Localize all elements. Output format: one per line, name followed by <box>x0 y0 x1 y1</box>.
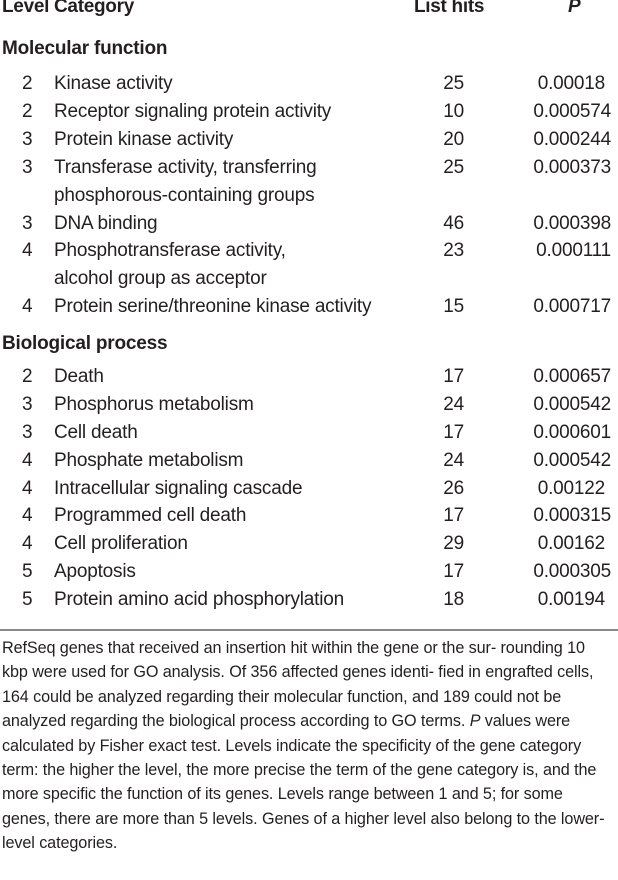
column-header-list-hits: List hits <box>414 0 485 17</box>
category-cell: Death <box>54 366 104 387</box>
list-hits-cell: 17 <box>443 505 464 526</box>
level-cell: 4 <box>22 533 33 554</box>
p-value-cell: 0.000574 <box>533 101 611 122</box>
list-hits-cell: 25 <box>443 73 464 94</box>
level-cell: 5 <box>22 561 33 582</box>
level-cell: 2 <box>22 73 33 94</box>
category-cell: Phosphorus metabolism <box>54 394 254 415</box>
p-value-cell: 0.00122 <box>537 478 605 499</box>
category-cell: Protein kinase activity <box>54 129 234 150</box>
category-cell: Intracellular signaling cascade <box>54 478 303 499</box>
level-cell: 3 <box>22 422 33 443</box>
level-cell: 3 <box>22 129 33 150</box>
list-hits-cell: 18 <box>443 589 464 610</box>
level-cell: 4 <box>22 240 33 261</box>
category-cell: Phosphate metabolism <box>54 450 244 471</box>
level-cell: 2 <box>22 101 33 122</box>
level-cell: 5 <box>22 589 33 610</box>
table-footnote <box>2 636 614 856</box>
category-cell: Cell proliferation <box>54 533 188 554</box>
level-cell: 4 <box>22 478 33 499</box>
category-cell-continuation: alcohol group as acceptor <box>54 268 267 289</box>
column-header-p: P <box>568 0 581 17</box>
p-value-cell: 0.000398 <box>533 213 611 234</box>
p-value-cell: 0.000315 <box>533 505 611 526</box>
list-hits-cell: 17 <box>443 366 464 387</box>
p-value-cell: 0.00162 <box>537 533 605 554</box>
p-value-cell: 0.000305 <box>533 561 611 582</box>
p-value-cell: 0.000601 <box>533 422 611 443</box>
p-value-cell: 0.00194 <box>537 589 605 610</box>
p-value-cell: 0.000542 <box>533 450 611 471</box>
category-cell: Cell death <box>54 422 138 443</box>
category-cell: Apoptosis <box>54 561 136 582</box>
p-value-cell: 0.000717 <box>533 296 611 317</box>
footnote-text-part-1: RefSeq genes that received an insertion hit within the gene or the sur- rounding 10 kbp were used for GO analysis. Of 356 affected genes identi- fied in engrafted cells, 164 could be analyzed regarding their molecular function, and 189 could not be analyzed regarding the biological process according to GO terms. <box>2 639 594 731</box>
footnote-divider <box>0 629 618 631</box>
section-title-biological-process: Biological process <box>2 333 168 354</box>
level-cell: 4 <box>22 450 33 471</box>
list-hits-cell: 15 <box>443 296 464 317</box>
category-cell: Kinase activity <box>54 73 173 94</box>
category-cell-continuation: phosphorous-containing groups <box>54 185 315 206</box>
category-cell: Transferase activity, transferring <box>54 157 317 178</box>
list-hits-cell: 24 <box>443 450 464 471</box>
p-value-cell: 0.00018 <box>537 73 605 94</box>
footnote-p-symbol: P <box>469 712 481 731</box>
category-cell: Phosphotransferase activity, <box>54 240 286 261</box>
p-value-cell: 0.000111 <box>536 240 611 261</box>
list-hits-cell: 23 <box>443 240 464 261</box>
level-cell: 4 <box>22 505 33 526</box>
list-hits-cell: 10 <box>443 101 464 122</box>
category-cell: Protein serine/threonine kinase activity <box>54 296 372 317</box>
category-cell: Programmed cell death <box>54 505 247 526</box>
level-cell: 3 <box>22 157 33 178</box>
level-cell: 2 <box>22 366 33 387</box>
list-hits-cell: 17 <box>443 561 464 582</box>
p-value-cell: 0.000542 <box>533 394 611 415</box>
level-cell: 3 <box>22 394 33 415</box>
p-value-cell: 0.000373 <box>533 157 611 178</box>
list-hits-cell: 25 <box>443 157 464 178</box>
p-value-cell: 0.000657 <box>533 366 611 387</box>
category-cell: DNA binding <box>54 213 158 234</box>
p-value-cell: 0.000244 <box>533 129 611 150</box>
column-header-level: Level <box>2 0 50 17</box>
list-hits-cell: 46 <box>443 213 464 234</box>
list-hits-cell: 26 <box>443 478 464 499</box>
list-hits-cell: 20 <box>443 129 464 150</box>
category-cell: Receptor signaling protein activity <box>54 101 332 122</box>
level-cell: 4 <box>22 296 33 317</box>
list-hits-cell: 24 <box>443 394 464 415</box>
section-title-molecular-function: Molecular function <box>2 38 168 59</box>
level-cell: 3 <box>22 213 33 234</box>
category-cell: Protein amino acid phosphorylation <box>54 589 344 610</box>
footnote-text-part-2: values were calculated by Fisher exact test. Levels indicate the specificity of the gene category term: the higher the level, the more precise the term of the gene category is, and the more specific the function of its genes. Levels range between 1 and 5; for some genes, there are more than 5 levels. Genes of a higher level also belong to the lower-level categories. <box>2 712 605 853</box>
table-header <box>0 0 618 26</box>
list-hits-cell: 17 <box>443 422 464 443</box>
column-header-category: Category <box>54 0 134 17</box>
list-hits-cell: 29 <box>443 533 464 554</box>
